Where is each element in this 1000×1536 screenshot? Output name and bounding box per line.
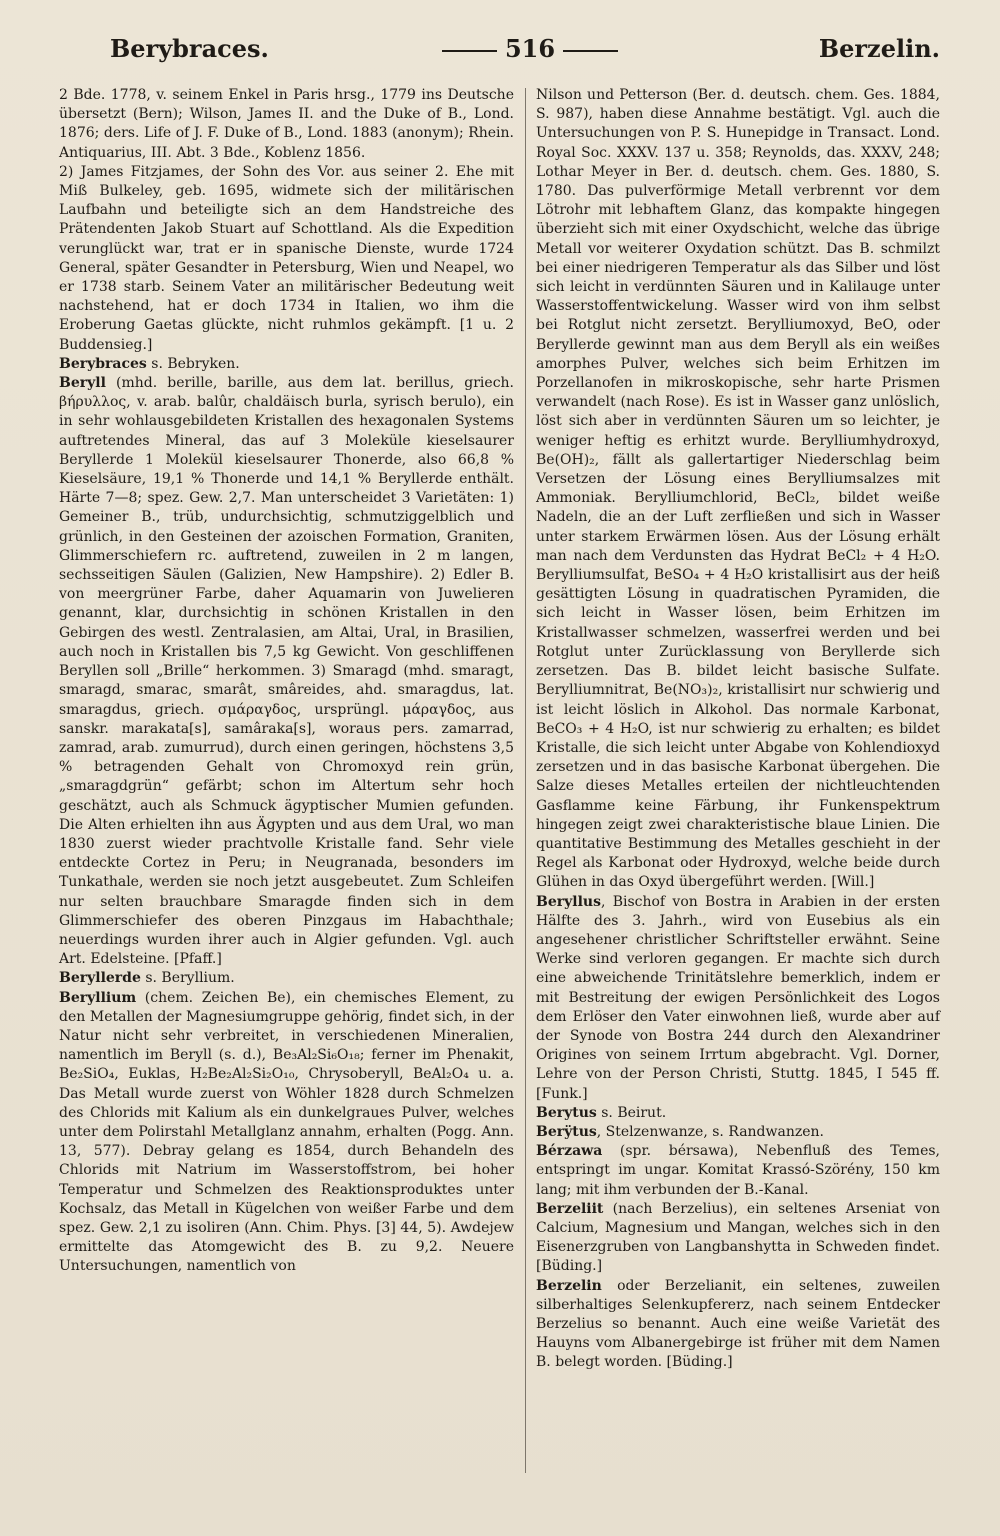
article-paragraph <box>59 969 514 988</box>
article-paragraph <box>536 1123 940 1142</box>
entry-text: s. Beirut. <box>596 1104 667 1121</box>
article-paragraph <box>536 86 940 893</box>
entry-headword: Berytus <box>536 1104 597 1121</box>
article-paragraph <box>536 1277 940 1373</box>
article-paragraph <box>536 1200 940 1277</box>
entry-text: Nilson und Petterson (Ber. d. deutsch. chem. Ges. 1884, S. 987), haben diese Annahme bestätigt. Vgl. auch die Untersuchungen von P. S. Hunepidge in Transact. Lond. Royal Soc. XXXV. 137 u. 358; Reynolds, das. XXXV, 248; Lothar Meyer in Ber. d. deutsch. chem. Ges. 1880, S. 1780. Das pulverförmige Metall verbrennt vor dem Lötrohr mit lebhaftem Glanz, das kompakte hingegen überzieht sich mit einer Oxydschicht, welche das übrige Metall vor weiterer Oxydation schützt. Das B. schmilzt bei einer niedrigeren Temperatur als das Silber und löst sich leicht in verdünnten Säuren und in Kalilauge unter Wasserstoffentwickelung. Wasser wird von ihm selbst bei Rotglut nicht zersetzt. Berylliumoxyd, BeO, oder Beryllerde gewinnt man aus dem Beryll als ein weißes amorphes Pulver, welches sich beim Erhitzen im Porzellanofen in mikroskopische, sehr harte Prismen verwandelt (nach Rose). Es ist in Wasser ganz unlöslich, löst sich aber in verdünnten Säuren um so leichter, je weniger heftig es erhitzt wurde. Berylliumhydroxyd, Be(OH)₂, fällt als gallertartiger Niederschlag beim Versetzen der Lösung eines Berylliumsalzes mit Ammoniak. Berylliumchlorid, BeCl₂, bildet weiße Nadeln, die an der Luft zerfließen und sich in Wasser unter starkem Erwärmen lösen. Aus der Lösung erhält man nach dem Verdunsten das Hydrat BeCl₂ + 4 H₂O. Berylliumsulfat, BeSO₄ + 4 H₂O kristallisirt aus der heiß gesättigten Lösung in quadratischen Pyramiden, die sich leicht in Wasser lösen, beim Erhitzen im Kristallwasser schmelzen, wasserfrei werden und bei Rotglut unter Zurücklassung von Beryllerde sich zersetzen. Das B. bildet leicht basische Sulfate. Berylliumnitrat, Be(NO₃)₂, kristallisirt nur schwierig und ist leicht löslich in Alkohol. Das normale Karbonat, BeCO₃ + 4 H₂O, ist nur schwierig zu erhalten; es bildet Kristalle, die sich leicht unter Abgabe von Kohlendioxyd zersetzen und in das basische Karbonat übergehen. Die Salze dieses Metalles erteilen der nichtleuchtenden Gasflamme keine Färbung, ihr Funkenspektrum hingegen zeigt zwei charakteristische blaue Linien. Die quantitative Bestimmung des Metalles geschieht in der Regel als Karbonat oder Hydroxyd, welche beide durch Glühen in das Oxyd übergeführt werden. [Will.] <box>536 87 940 891</box>
entry-headword: Berzelin <box>536 1277 602 1294</box>
article-paragraph <box>536 1142 940 1200</box>
entry-headword: Beryll <box>59 375 106 392</box>
entry-text: oder Berzelianit, ein seltenes, zuweilen silberhaltiges Selenkupfererz, nach seinem Entdecker Berzelius so benannt. Auch eine weiße Varietät des Hauyns vom Albanergebirge ist früher mit dem Namen B. belegt worden. [Büding.] <box>536 1277 940 1371</box>
header-left-catchword: Berybraces. <box>110 34 269 63</box>
header-right-catchword: Berzelin. <box>818 34 940 63</box>
article-paragraph <box>59 989 514 1277</box>
column-divider <box>525 88 526 1473</box>
entry-headword: Berybraces <box>59 355 147 372</box>
article-paragraph <box>59 86 514 163</box>
article-paragraph <box>59 374 514 969</box>
entry-text: 2) James Fitzjames, der Sohn des Vor. aus seiner 2. Ehe mit Miß Bulkeley, geb. 1695, widmete sich der militärischen Laufbahn und beteiligte sich an dem Handstreiche des Prätendenten Jakob Stuart auf Schottland. Als die Expedition verunglückt war, trat er in spanische Dienste, wurde 1724 General, später Gesandter in Petersburg, Wien und Neapel, wo er 1738 starb. Seinem Vater an militärischer Bedeutung weit nachstehend, hat er doch 1734 in Italien, wo ihm die Eroberung Gaetas glückte, nicht ruhmlos gekämpft. [1 u. 2 Buddensieg.] <box>59 163 514 353</box>
entry-text: (chem. Zeichen Be), ein chemisches Element, zu den Metallen der Magnesiumgruppe gehörig, findet sich, in der Natur nicht sehr verbreitet, in verschiedenen Mineralien, namentlich im Beryll (s. d.), Be₃Al₂Si₆O₁₈; ferner im Phenakit, Be₂SiO₄, Euklas, H₂Be₂Al₂Si₂O₁₀, Chrysoberyll, BeAl₂O₄ u. a. Das Metall wurde zuerst von Wöhler 1828 durch Schmelzen des Chlorids mit Kalium als ein dunkelgraues Pulver, welches unter dem Polirstahl Metallglanz annahm, erhalten (Pogg. Ann. 13, 577). Debray gelang es 1854, durch Behandeln des Chlorids mit Natrium im Wasserstoffstrom, bei hoher Temperatur und Schmelzen des Reaktionsproduktes unter Kochsalz, das Metall in Kügelchen von weißer Farbe und dem spez. Gew. 2,1 zu isoliren (Ann. Chim. Phys. [3] 44, 5). Awdejew ermittelte das Atomgewicht des B. zu 9,2. Neuere Untersuchungen, namentlich von <box>59 989 514 1275</box>
running-header <box>110 34 940 68</box>
article-paragraph <box>536 1104 940 1123</box>
entry-headword: Bérzawa <box>536 1143 603 1160</box>
entry-text: (spr. bérsawa), Nebenfluß des Temes, entspringt im ungar. Komitat Krassó-Szörény, 150 km lang; mit ihm verbunden der B.-Kanal. <box>536 1143 940 1198</box>
header-dash-left <box>442 50 497 52</box>
left-column <box>59 86 514 1277</box>
entry-headword: Beryllium <box>59 989 137 1006</box>
article-paragraph <box>59 163 514 355</box>
entry-text: s. Bebryken. <box>146 355 240 372</box>
entry-text: 2 Bde. 1778, v. seinem Enkel in Paris hrsg., 1779 ins Deutsche übersetzt (Bern); Wilson, James II. and the Duke of B., Lond. 1876; ders. Life of J. F. Duke of B., Lond. 1883 (anonym); Rhein. Antiquarius, III. Abt. 3 Bde., Koblenz 1856. <box>59 87 514 161</box>
right-column <box>536 86 940 1373</box>
entry-headword: Berÿtus <box>536 1123 597 1140</box>
entry-text: (nach Berzelius), ein seltenes Arseniat von Calcium, Magnesium und Mangan, welches sich in den Eisenerzgruben von Langbanshytta in Schweden findet. [Büding.] <box>536 1200 940 1275</box>
page-number-group <box>430 34 630 63</box>
header-dash-right <box>563 50 618 52</box>
page-number: 516 <box>504 34 556 63</box>
article-paragraph <box>536 893 940 1104</box>
entry-headword: Beryllerde <box>59 970 141 987</box>
entry-text: (mhd. berille, barille, aus dem lat. berillus, griech. βήρυλλος, v. arab. balûr, chaldäisch burla, syrisch berulo), ein in sehr wohlausgebildeten Kristallen des hexagonalen Systems auftretendes Mineral, das auf 3 Moleküle kieselsaurer Beryllerde 1 Molekül kieselsaurer Thonerde, also 66,8 % Kieselsäure, 19,1 % Thonerde und 14,1 % Beryllerde enthält. Härte 7—8; spez. Gew. 2,7. Man unterscheidet 3 Varietäten: 1) Gemeiner B., trüb, undurchsichtig, schmutziggelblich und grünlich, in den Gesteinen der azoischen Formation, Graniten, Glimmerschiefern rc. auftretend, zuweilen in 2 m langen, sechsseitigen Säulen (Galizien, New Hampshire). 2) Edler B. von meergrüner Farbe, daher Aquamarin von Juwelieren genannt, klar, durchsichtig in schönen Kristallen in den Gebirgen des westl. Zentralasien, am Altai, Ural, in Brasilien, auch noch in Kristallen bis 7,5 kg Gewicht. Von geschliffenen Beryllen soll „Brille“ herkommen. 3) Smaragd (mhd. smaragt, smaragd, smarac, smarât, smâreides, ahd. smaragdus, lat. smaragdus, griech. σμάραγδος, ursprüngl. μάραγδος, aus sanskr. marakata[s], samâraka[s], woraus pers. zamarrad, zamrad, arab. zumurrud), durch einen geringen, höchstens 3,5 % betragenden Gehalt von Chromoxyd rein grün, „smaragdgrün“ gefärbt; schon im Altertum sehr hoch geschätzt, auch als Schmuck ägyptischer Mumien gefunden. Die Alten erhielten ihn aus Ägypten und aus dem Ural, wo man 1830 zuerst wieder prachtvolle Kristalle fand. Sehr viele entdeckte Cortez in Peru; in Neugranada, besonders im Tunkathale, werden sie noch jetzt ausgebeutet. Zum Schleifen nur selten brauchbare Smaragde finden sich in dem Glimmerschiefer des oberen Pinzgaus im Habachthale; neuerdings wurden ihrer auch in Algier gefunden. Vgl. auch Art. Edelsteine. [Pfaff.] <box>59 375 514 968</box>
entry-text: , Bischof von Bostra in Arabien in der ersten Hälfte des 3. Jahrh., wird von Eusebius als ein angesehener christlicher Schriftsteller erwähnt. Seine Werke sind verloren gegangen. Er machte sich durch eine abweichende Trinitätslehre bemerklich, indem er mit Bestreitung der ewigen Persönlichkeit des Logos dem Erlöser den Vater einwohnen ließ, wurde aber auf der Synode von Bostra 244 durch den Alexandriner Origines von seinem Irrtum abgebracht. Vgl. Dorner, Lehre von der Person Christi, Stuttg. 1845, I 545 ff. [Funk.] <box>536 893 940 1102</box>
entry-headword: Beryllus <box>536 893 601 910</box>
entry-text: , Stelzenwanze, s. Randwanzen. <box>596 1123 824 1140</box>
entry-headword: Berzeliit <box>536 1200 604 1217</box>
article-paragraph <box>59 355 514 374</box>
entry-text: s. Beryllium. <box>140 970 235 987</box>
